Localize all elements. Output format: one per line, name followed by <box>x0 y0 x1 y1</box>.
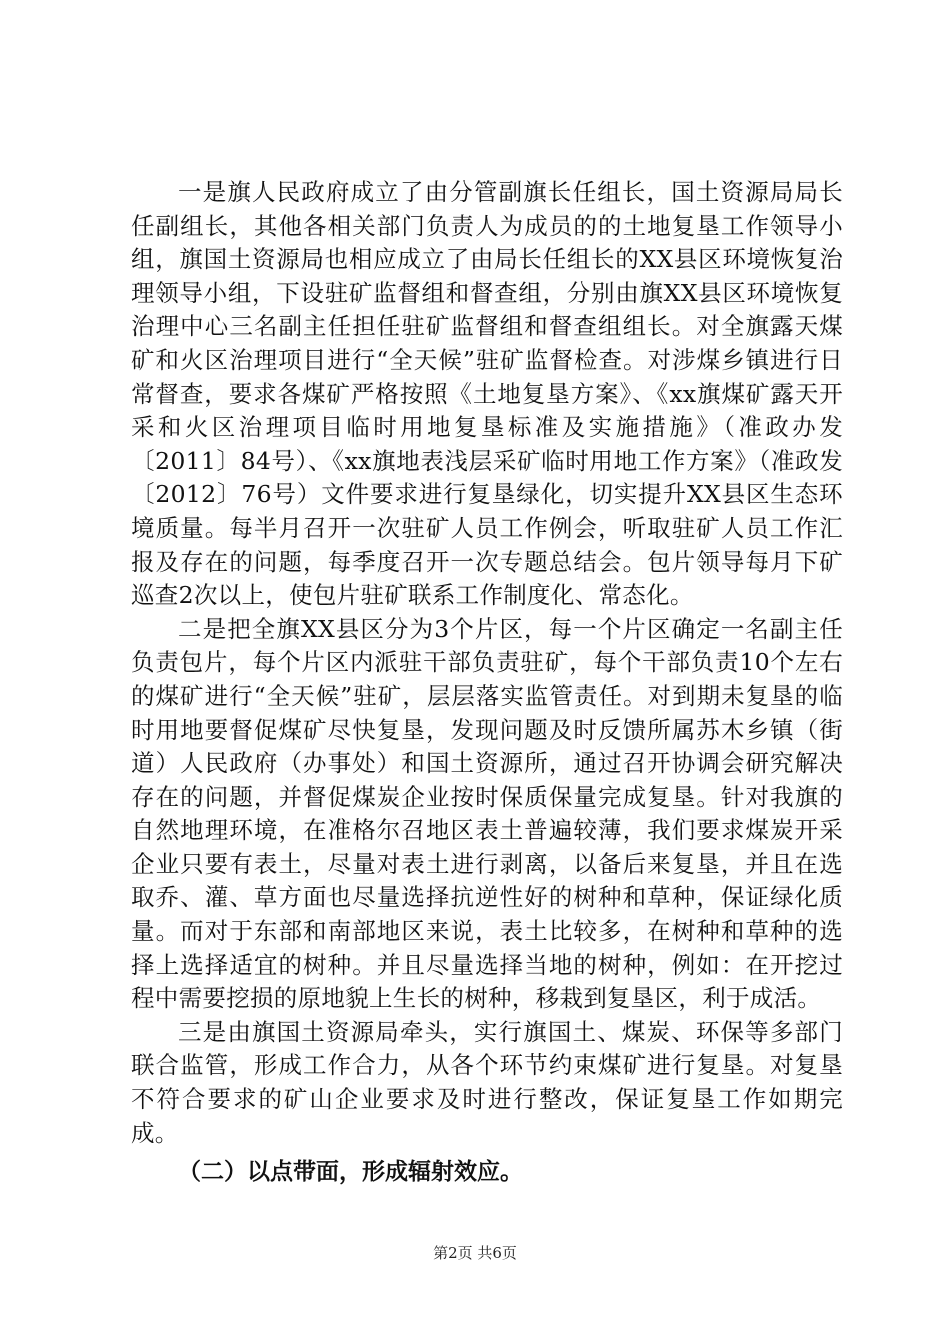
document-body <box>131 176 843 1190</box>
paragraph-1: 一是旗人民政府成立了由分管副旗长任组长，国土资源局局长任副组长，其他各相关部门负责人为成员的的土地复垦工作领导小组，旗国土资源局也相应成立了由局长任组长的XX县区环境恢复治理领导小组，下设驻矿监督组和督查组，分别由旗XX县区环境恢复治理中心三名副主任担任驻矿监督组和督查组组长。对全旗露天煤矿和火区治理项目进行“全天候”驻矿监督检查。对涉煤乡镇进行日常督查，要求各煤矿严格按照《土地复垦方案》、《xx旗煤矿露天开采和火区治理项目临时用地复垦标准及实施措施》（准政办发〔2011〕84号）、《xx旗地表浅层采矿临时用地工作方案》（准政发〔2012〕76号）文件要求进行复垦绿化，切实提升XX县区生态环境质量。每半月召开一次驻矿人员工作例会，听取驻矿人员工作汇报及存在的问题，每季度召开一次专题总结会。包片领导每月下矿巡查2次以上，使包片驻矿联系工作制度化、常态化。 <box>131 178 843 610</box>
paragraph-3: 三是由旗国土资源局牵头，实行旗国土、煤炭、环保等多部门联合监管，形成工作合力，从各个环节约束煤矿进行复垦。对复垦不符合要求的矿山企业要求及时进行整改，保证复垦工作如期完成。 <box>131 1017 843 1147</box>
section-heading: （二）以点带面，形成辐射效应。 <box>178 1159 523 1186</box>
page-footer: 第2页 共6页 <box>433 1244 517 1262</box>
paragraph-2: 二是把全旗XX县区分为3个片区，每一个片区确定一名副主任负责包片，每个片区内派驻干部负责驻矿，每个干部负责10个左右的煤矿进行“全天候”驻矿，层层落实监管责任。对到期未复垦的临时用地要督促煤矿尽快复垦，发现问题及时反馈所属苏木乡镇（街道）人民政府（办事处）和国土资源所，通过召开协调会研究解决存在的问题，并督促煤炭企业按时保质保量完成复垦。针对我旗的自然地理环境，在准格尔召地区表土普遍较薄，我们要求煤炭开采企业只要有表土，尽量对表土进行剥离，以备后来复垦，并且在选取乔、灌、草方面也尽量选择抗逆性好的树种和草种，保证绿化质量。而对于东部和南部地区来说，表土比较多，在树种和草种的选择上选择适宜的树种。并且尽量选择当地的树种，例如：在开挖过程中需要挖损的原地貌上生长的树种，移栽到复垦区，利于成活。 <box>131 614 843 1013</box>
